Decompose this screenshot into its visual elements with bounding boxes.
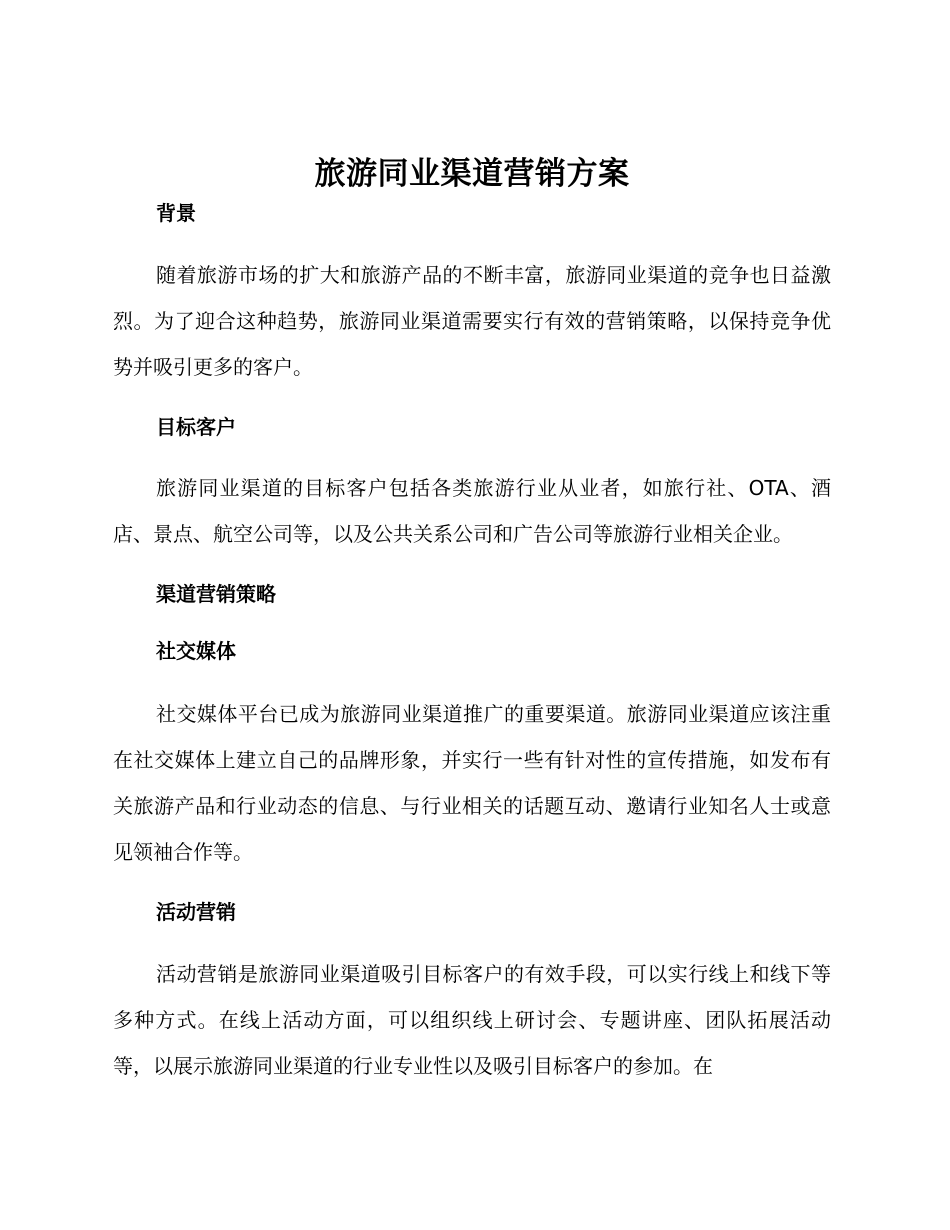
heading-target-customers: 目标客户 — [156, 415, 236, 439]
document-body — [113, 150, 831, 1089]
heading-social-media: 社交媒体 — [156, 639, 236, 663]
paragraph-social-media: 社交媒体平台已成为旅游同业渠道推广的重要渠道。旅游同业渠道应该注重在社交媒体上建立自己的品牌形象，并实行一些有针对性的宣传措施，如发布有关旅游产品和行业动态的信息、与行业相关的话题互动、邀请行业知名人士或意见领袖合作等。 — [113, 702, 831, 864]
paragraph-target-customers: 旅游同业渠道的目标客户包括各类旅游行业从业者，如旅行社、OTA、酒店、景点、航空公司等，以及公共关系公司和广告公司等旅游行业相关企业。 — [113, 476, 831, 546]
document-title: 旅游同业渠道营销方案 — [314, 156, 630, 192]
heading-channel-strategy: 渠道营销策略 — [156, 582, 276, 606]
paragraph-event-marketing: 活动营销是旅游同业渠道吸引目标客户的有效手段，可以实行线上和线下等多种方式。在线上活动方面，可以组织线上研讨会、专题讲座、团队拓展活动等，以展示旅游同业渠道的行业专业性以及吸引目标客户的参加。在 — [113, 962, 831, 1078]
heading-background: 背景 — [156, 201, 196, 225]
paragraph-background: 随着旅游市场的扩大和旅游产品的不断丰富，旅游同业渠道的竞争也日益激烈。为了迎合这种趋势，旅游同业渠道需要实行有效的营销策略，以保持竞争优势并吸引更多的客户。 — [113, 263, 831, 379]
heading-event-marketing: 活动营销 — [156, 900, 236, 924]
